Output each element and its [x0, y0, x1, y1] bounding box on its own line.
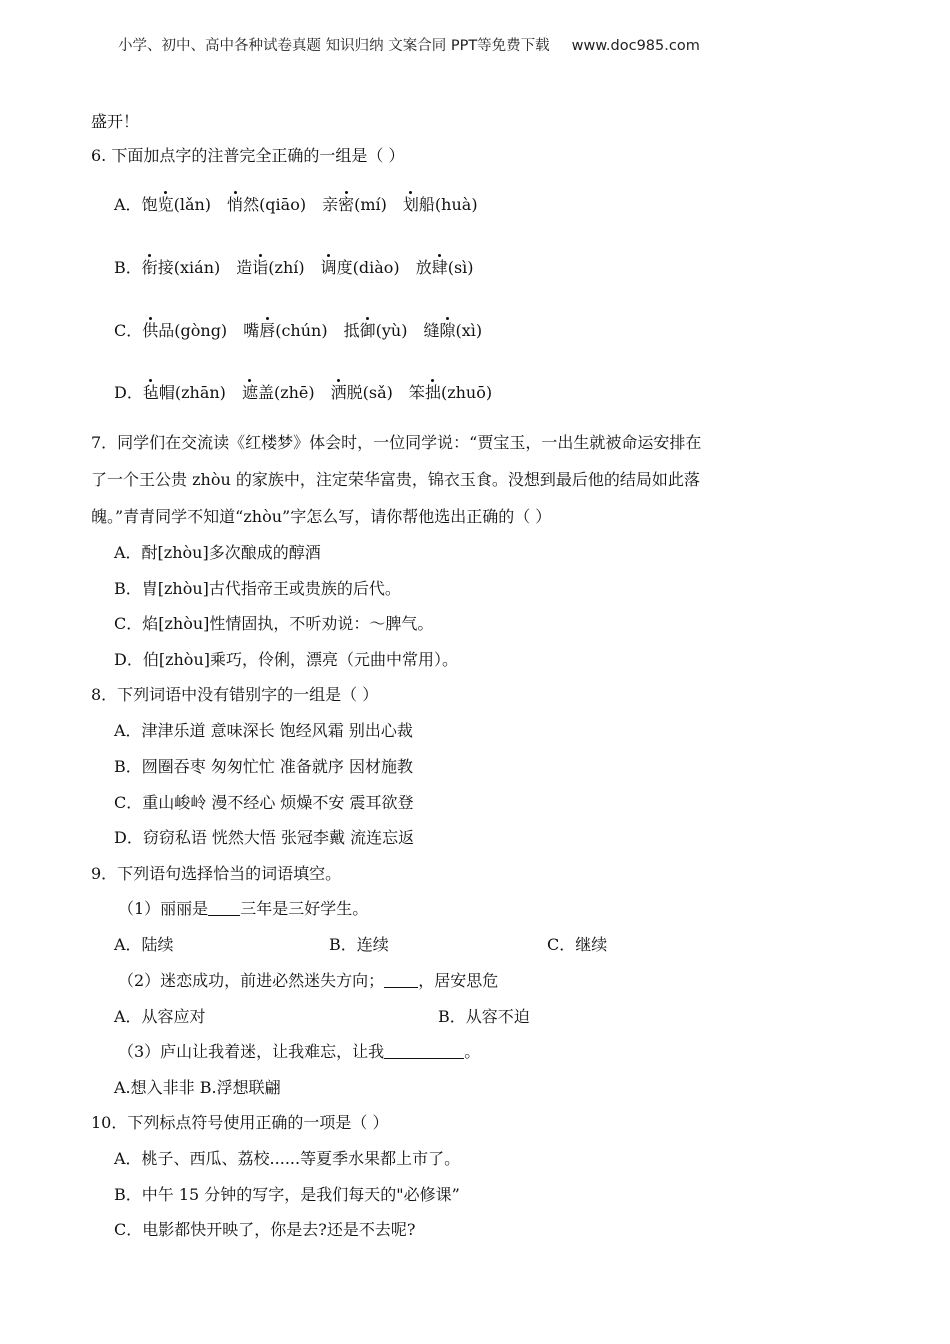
- q9-sub2-post: ，居安思危: [418, 971, 499, 990]
- q9-sub3-options: A.想入非非 B.浮想联翩: [114, 1078, 281, 1097]
- q9-sub3-blank[interactable]: [384, 1042, 464, 1059]
- word-part: 品(gòng): [158, 321, 228, 340]
- q10-option-a: A．桃子、西瓜、荔校......等夏季水果都上市了。: [114, 1149, 461, 1168]
- dotted-character: 洒: [330, 383, 347, 402]
- word-part: 缝: [423, 321, 440, 340]
- dotted-character: 划: [402, 195, 419, 214]
- q6-word: [416, 257, 474, 279]
- word-part: 嘴: [243, 321, 260, 340]
- header-text: 小学、初中、高中各种试卷真题 知识归纳 文案合同 PPT等免费下载: [118, 38, 550, 54]
- dotted-character: 唇: [259, 321, 276, 340]
- word-part: 抵: [343, 321, 360, 340]
- q6-stem: 6. 下面加点字的注普完全正确的一组是（ ）: [91, 146, 405, 165]
- word-part: 度(diào): [336, 258, 400, 277]
- continuation-text: 盛开！: [91, 112, 140, 131]
- q6-option-c: [114, 320, 498, 342]
- q9-sub3: [118, 1041, 480, 1063]
- word-part: 接(xián): [157, 258, 221, 277]
- word-part: (xì): [455, 321, 483, 340]
- dotted-character: 遮: [241, 383, 258, 402]
- q6-word: [331, 382, 393, 404]
- word-part: (chún): [275, 321, 328, 340]
- dotted-character: 肆: [431, 258, 448, 277]
- q9-sub1-option-b: B．连续: [329, 935, 389, 954]
- q6-word: [227, 194, 306, 216]
- q6-word: [142, 257, 221, 279]
- word-part: 帽(zhān): [158, 383, 226, 402]
- dotted-character: 悄: [227, 195, 244, 214]
- word-part: 造: [236, 258, 253, 277]
- q7-option-a: A．酎[zhòu]多次酿成的醇酒: [114, 543, 321, 562]
- dotted-character: 衔: [141, 258, 158, 277]
- word-part: (mí): [354, 195, 387, 214]
- dotted-character: 密: [338, 195, 355, 214]
- q6-word: [142, 320, 227, 342]
- q7-option-d: D．伯[zhòu]乘巧，伶俐，漂亮（元曲中常用）。: [114, 650, 458, 669]
- page-header: [118, 34, 878, 55]
- q8-stem: 8．下列词语中没有错别字的一组是（ ）: [91, 685, 379, 704]
- q8-option-a: A．津津乐道 意味深长 饱经风霜 别出心裁: [114, 721, 413, 740]
- q6-option-label: C．: [114, 321, 143, 340]
- q6-word: [344, 320, 408, 342]
- q6-option-a: [114, 194, 494, 216]
- q8-option-c: C．重山峻岭 漫不经心 烦燥不安 震耳欲登: [114, 793, 414, 812]
- q7-option-b: B．胄[zhòu]古代指帝王或贵族的后代。: [114, 579, 401, 598]
- dotted-character: 诣: [252, 258, 269, 277]
- q6-word: [142, 194, 211, 216]
- q6-word: [243, 320, 327, 342]
- dotted-character: 供: [142, 321, 159, 340]
- q9-sub2-pre: （2）迷恋成功，前进必然迷失方向；: [118, 971, 385, 990]
- q9-sub2-option-b: B．从容不迫: [438, 1007, 530, 1026]
- q6-word: [322, 194, 387, 216]
- q10-option-b: B．中午 15 分钟的写字，是我们每天的"必修课”: [114, 1185, 460, 1204]
- word-part: 盖(zhē): [257, 383, 315, 402]
- word-part: (lǎn): [173, 195, 212, 214]
- q8-option-d: D．窃窃私语 恍然大悟 张冠李戴 流连忘返: [114, 828, 415, 847]
- q9-sub1-pre: （1）丽丽是: [118, 899, 209, 918]
- q9-sub2-blank[interactable]: [384, 971, 418, 988]
- q7-stem-line-1: 7．同学们在交流读《红楼梦》体会时，一位同学说：“贾宝玉，一出生就被命运安排在: [91, 433, 702, 452]
- q6-option-d: [114, 382, 508, 404]
- word-part: 亲: [322, 195, 339, 214]
- q9-sub1-blank[interactable]: [208, 899, 240, 916]
- word-part: (yù): [375, 321, 408, 340]
- q10-stem: 10．下列标点符号使用正确的一项是（ ）: [91, 1113, 389, 1132]
- q6-word: [409, 382, 492, 404]
- dotted-character: 览: [157, 195, 174, 214]
- word-part: 放: [415, 258, 432, 277]
- q6-option-b: [114, 257, 490, 279]
- q7-option-c: C．焰[zhòu]性情固执，不听劝说：～脾气。: [114, 614, 434, 633]
- dotted-character: 调: [320, 258, 337, 277]
- q9-sub2: [118, 970, 498, 992]
- q9-sub1: [118, 898, 368, 920]
- q7-stem-line-3: 魄。”青青同学不知道“zhòu”字怎么写，请你帮他选出正确的（ ）: [91, 507, 552, 526]
- word-part: 笨: [408, 383, 425, 402]
- q6-option-label: D．: [114, 383, 143, 402]
- q6-word: [403, 194, 478, 216]
- q6-word: [321, 257, 400, 279]
- q8-option-b: B．囫圈吞枣 匆匆忙忙 准备就序 因材施教: [114, 757, 414, 776]
- q9-sub2-option-a: A．从容应对: [114, 1007, 206, 1026]
- word-part: 船(huà): [418, 195, 478, 214]
- q10-option-c: C．电影都快开映了，你是去?还是不去呢?: [114, 1220, 416, 1239]
- dotted-character: 隙: [439, 321, 456, 340]
- word-part: (zhí): [268, 258, 305, 277]
- q6-word: [236, 257, 304, 279]
- q9-sub3-post: 。: [464, 1042, 481, 1061]
- q6-word: [423, 320, 482, 342]
- word-part: 脱(sǎ): [346, 383, 393, 402]
- q6-option-label: B．: [114, 258, 142, 277]
- dotted-character: 拙: [424, 383, 441, 402]
- q9-sub1-option-c: C．继续: [547, 935, 608, 954]
- q6-word: [242, 382, 315, 404]
- q9-sub1-option-a: A．陆续: [114, 935, 174, 954]
- word-part: (sì): [447, 258, 474, 277]
- dotted-character: 御: [359, 321, 376, 340]
- word-part: (zhuō): [440, 383, 493, 402]
- q9-sub1-post: 三年是三好学生。: [240, 899, 369, 918]
- q6-word: [143, 382, 226, 404]
- q9-sub3-pre: （3）庐山让我着迷，让我难忘，让我: [118, 1042, 385, 1061]
- word-part: 然(qiāo): [243, 195, 307, 214]
- header-url[interactable]: www.doc985.com: [571, 38, 700, 54]
- word-part: 饱: [141, 195, 158, 214]
- q7-stem-line-2: 了一个王公贵 zhòu 的家族中，注定荣华富贵，锦衣玉食。没想到最后他的结局如此落: [91, 470, 700, 489]
- dotted-character: 毡: [142, 383, 159, 402]
- q6-option-label: A．: [114, 195, 142, 214]
- q9-stem: 9．下列语句选择恰当的词语填空。: [91, 864, 342, 883]
